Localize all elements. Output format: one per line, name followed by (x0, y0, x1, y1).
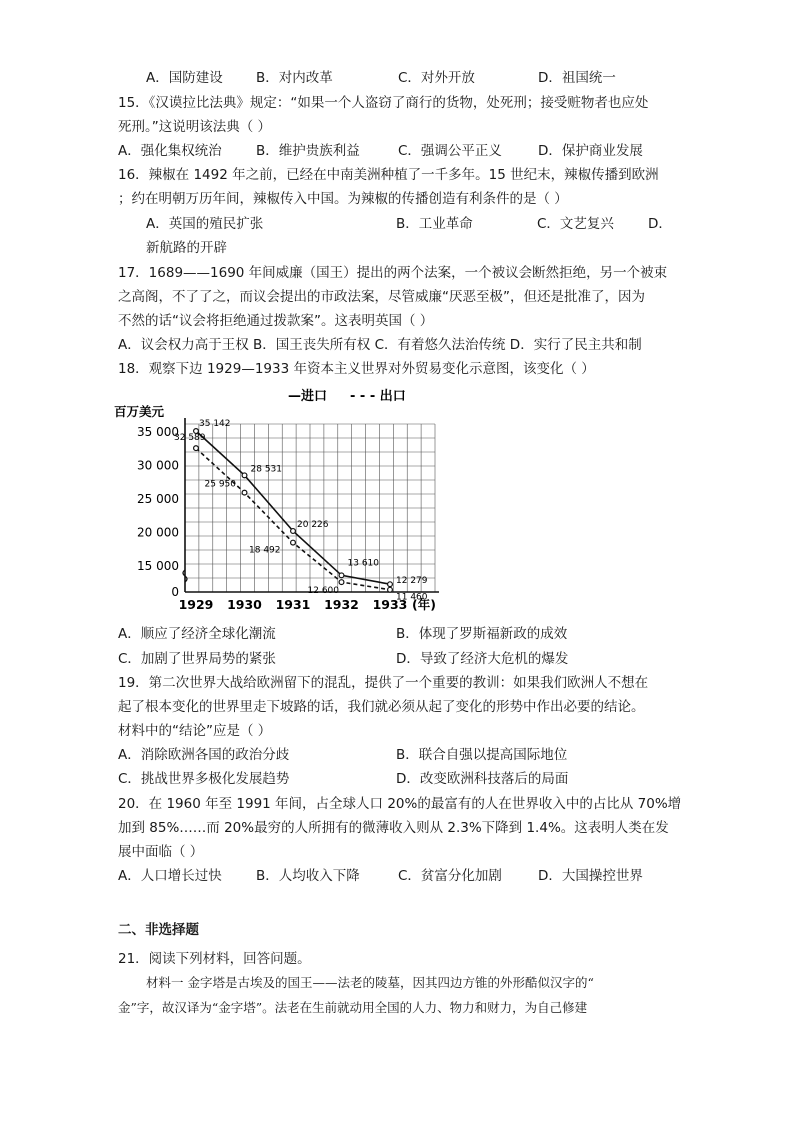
data-label-export: 11 460 (396, 592, 428, 603)
q19-option-b[interactable]: B．联合自强以提高国际地位 (396, 747, 568, 763)
legend-import: —进口 (288, 389, 328, 404)
q14-option-d[interactable]: D．祖国统一 (538, 70, 616, 86)
data-point-export (388, 587, 393, 592)
data-label-import: 12 279 (396, 576, 428, 587)
q17-stem-line2: 之高阁，不了了之，而议会提出的市政法案，尽管威廉“厌恶至极”，但还是批准了，因为 (118, 289, 645, 305)
q16-option-d[interactable]: D． (648, 216, 672, 232)
q15-option-c[interactable]: C．强调公平正义 (398, 143, 502, 159)
q20-stem-line2: 加到 85%……而 20%最穷的人所拥有的微薄收入则从 2.3%下降到 1.4%。这表明人类在发 (118, 820, 669, 836)
data-point-export (291, 540, 296, 545)
q19-stem-line3: 材料中的“结论”应是（ ） (118, 723, 272, 739)
q18-stem: 18．观察下边 1929—1933 年资本主义世界对外贸易变化示意图，该变化（ ） (118, 361, 595, 377)
section-title: 二、非选择题 (118, 922, 199, 938)
y-tick-label: 20 000 (137, 525, 179, 540)
q15-option-a[interactable]: A．强化集权统治 (118, 143, 222, 159)
data-point-import (388, 582, 393, 587)
q14-option-c[interactable]: C．对外开放 (398, 70, 475, 86)
data-point-import (339, 573, 344, 578)
q21-material-line2: 金”字，故汉译为“金字塔”。法老在生前就动用全国的人力、物力和财力，为自己修建 (118, 1000, 588, 1015)
data-label-export: 32 589 (174, 433, 206, 444)
data-point-export (194, 446, 199, 451)
q15-stem-line1: 15．《汉谟拉比法典》规定：“如果一个人盗窃了商行的货物，处死刑；接受赃物者也应处 (118, 95, 649, 111)
data-point-export (242, 490, 247, 495)
data-label-import: 20 226 (297, 519, 329, 530)
series-line-export (196, 448, 390, 590)
data-label-import: 35 142 (199, 419, 231, 430)
q17-stem-line3: 不然的话“议会将拒绝通过拨款案”。这表明英国（ ） (118, 313, 434, 329)
q16-stem-line1: 16．辣椒在 1492 年之前，已经在中南美洲种植了一千多年。15 世纪末，辣椒传播到欧洲 (118, 167, 659, 183)
q21-material-line1: 材料一 金字塔是古埃及的国王——法老的陵墓，因其四边方锥的外形酷似汉字的“ (146, 975, 594, 990)
trade-chart (110, 380, 450, 616)
q16-option-a[interactable]: A．英国的殖民扩张 (146, 216, 264, 232)
data-label-import: 28 531 (250, 464, 282, 475)
q15-option-d[interactable]: D．保护商业发展 (538, 143, 643, 159)
y-tick-label: 25 000 (137, 492, 179, 506)
data-label-import: 13 610 (347, 558, 379, 569)
data-point-import (291, 529, 296, 534)
q16-option-d-text[interactable]: 新航路的开辟 (146, 240, 227, 256)
y-tick-label: 0 (171, 585, 179, 599)
y-tick-label: 35 000 (137, 425, 179, 439)
q19-option-c[interactable]: C．挑战世界多极化发展趋势 (118, 771, 290, 787)
q18-option-c[interactable]: C．加剧了世界局势的紧张 (118, 651, 276, 667)
legend-export: - - - 出口 (350, 389, 406, 404)
q19-option-d[interactable]: D．改变欧洲科技落后的局面 (396, 771, 569, 787)
q14-option-b[interactable]: B．对内改革 (256, 70, 333, 86)
data-point-import (242, 473, 247, 478)
data-label-export: 18 492 (249, 545, 281, 556)
data-label-export: 12 600 (307, 586, 339, 597)
y-tick-label: 30 000 (137, 458, 179, 473)
x-tick-label: 1930 (227, 597, 262, 612)
q18-option-a[interactable]: A．顺应了经济全球化潮流 (118, 626, 276, 642)
q16-option-c[interactable]: C．文艺复兴 (537, 216, 614, 232)
y-axis-label: 百万美元 (114, 404, 165, 419)
q18-option-b[interactable]: B．体现了罗斯福新政的成效 (396, 626, 568, 642)
q16-stem-line2: ；约在明朝万历年间，辣椒传入中国。为辣椒的传播创造有利条件的是（ ） (118, 191, 568, 207)
q19-option-a[interactable]: A．消除欧洲各国的政治分歧 (118, 747, 290, 763)
q15-stem-line2: 死刑。”这说明该法典（ ） (118, 119, 272, 135)
x-tick-label: 1929 (178, 597, 214, 612)
y-tick-label: 15 000 (137, 559, 179, 573)
q17-stem-line1: 17．1689——1690 年间威廉（国王）提出的两个法案，一个被议会断然拒绝，另一个被束 (118, 265, 668, 281)
q20-stem-line3: 展中面临（ ） (118, 844, 204, 860)
q21-stem: 21．阅读下列材料，回答问题。 (118, 951, 311, 967)
q15-option-b[interactable]: B．维护贵族利益 (256, 143, 360, 159)
q16-option-b[interactable]: B．工业革命 (396, 216, 473, 232)
q20-option-a[interactable]: A．人口增长过快 (118, 868, 222, 884)
x-axis-unit: (年) (412, 597, 436, 612)
q14-option-a[interactable]: A．国防建设 (146, 70, 223, 86)
x-tick-label: 1933 (372, 597, 408, 612)
x-tick-label: 1932 (324, 597, 359, 612)
q18-option-d[interactable]: D．导致了经济大危机的爆发 (396, 651, 569, 667)
q17-options[interactable]: A．议会权力高于王权 B．国王丧失所有权 C．有着悠久法治传统 D．实行了民主共和制 (118, 337, 642, 353)
q19-stem-line1: 19．第二次世界大战给欧洲留下的混乱，提供了一个重要的教训：如果我们欧洲人不想在 (118, 675, 649, 691)
q20-stem-line1: 20．在 1960 年至 1991 年间，占全球人口 20%的最富有的人在世界收入中的占比从 70%增 (118, 796, 682, 812)
data-label-export: 25 950 (204, 479, 236, 490)
q19-stem-line2: 起了根本变化的世界里走下坡路的话，我们就必须从起了变化的形势中作出必要的结论。 (118, 699, 645, 715)
q20-option-c[interactable]: C．贫富分化加剧 (398, 868, 502, 884)
q20-option-d[interactable]: D．大国操控世界 (538, 868, 643, 884)
data-point-export (339, 580, 344, 585)
q20-option-b[interactable]: B．人均收入下降 (256, 868, 360, 884)
x-tick-label: 1931 (275, 597, 311, 612)
